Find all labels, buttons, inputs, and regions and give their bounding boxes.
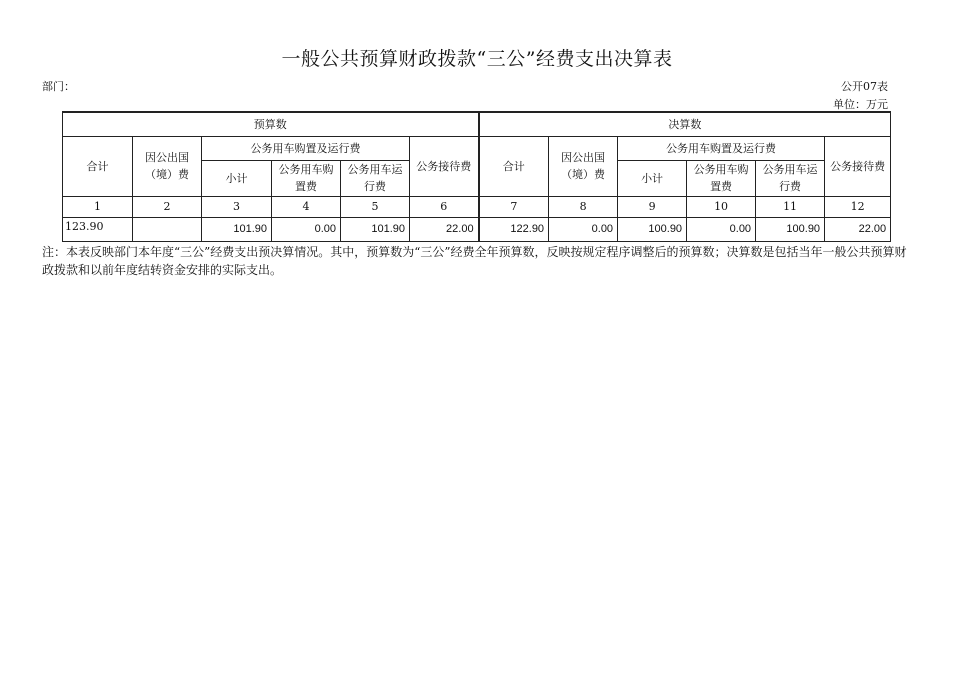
budget-vehicle-purchase-header: 公务用车购置费 (272, 160, 341, 196)
page-title: 一般公共预算财政拨款“三公”经费支出决算表 (281, 48, 673, 70)
column-number: 5 (341, 196, 410, 217)
final-total-header: 合计 (479, 136, 549, 196)
budget-total-cell: 123.90 (63, 217, 133, 241)
final-abroad-cell: 0.00 (549, 217, 618, 241)
department-label: 部门： (42, 80, 75, 93)
budget-vehicle-group-header: 公务用车购置及运行费 (202, 136, 410, 160)
final-total-cell: 122.90 (479, 217, 549, 241)
three-public-expenses-table (62, 111, 891, 242)
final-reception-cell: 22.00 (825, 217, 891, 241)
budget-abroad-header: 因公出国（境）费 (133, 136, 202, 196)
column-number: 3 (202, 196, 272, 217)
final-abroad-header: 因公出国（境）费 (549, 136, 618, 196)
budget-reception-cell: 22.00 (410, 217, 479, 241)
column-number: 9 (618, 196, 687, 217)
column-number: 8 (549, 196, 618, 217)
column-number: 7 (479, 196, 549, 217)
column-number: 4 (272, 196, 341, 217)
column-number: 1 (63, 196, 133, 217)
column-number: 10 (687, 196, 756, 217)
column-number: 12 (825, 196, 891, 217)
final-vehicle-purchase-header: 公务用车购置费 (687, 160, 756, 196)
budget-vehicle-operation-cell: 101.90 (341, 217, 410, 241)
table-row (63, 217, 891, 241)
final-subtotal-header: 小计 (618, 160, 687, 196)
form-number: 公开07表 (841, 80, 888, 93)
final-group-header: 决算数 (479, 112, 891, 136)
column-number: 2 (133, 196, 202, 217)
budget-reception-header: 公务接待费 (410, 136, 479, 196)
final-vehicle-operation-cell: 100.90 (756, 217, 825, 241)
column-number: 6 (410, 196, 479, 217)
final-vehicle-operation-header: 公务用车运行费 (756, 160, 825, 196)
column-number: 11 (756, 196, 825, 217)
unit-label: 单位：万元 (833, 98, 888, 111)
final-vehicle-purchase-cell: 0.00 (687, 217, 756, 241)
budget-vehicle-subtotal-cell: 101.90 (202, 217, 272, 241)
budget-group-header: 预算数 (63, 112, 479, 136)
column-number-row (63, 196, 891, 217)
final-vehicle-group-header: 公务用车购置及运行费 (618, 136, 825, 160)
budget-vehicle-purchase-cell: 0.00 (272, 217, 341, 241)
budget-abroad-cell (133, 217, 202, 241)
budget-vehicle-operation-header: 公务用车运行费 (341, 160, 410, 196)
budget-subtotal-header: 小计 (202, 160, 272, 196)
budget-total-header: 合计 (63, 136, 133, 196)
table-note: 注：本表反映部门本年度“三公”经费支出预决算情况。其中，预算数为“三公”经费全年预算数，反映按规定程序调整后的预算数；决算数是包括当年一般公共预算财政拨款和以前年度结转资金安排的实际支出。 (42, 245, 907, 277)
final-vehicle-subtotal-cell: 100.90 (618, 217, 687, 241)
final-reception-header: 公务接待费 (825, 136, 891, 196)
